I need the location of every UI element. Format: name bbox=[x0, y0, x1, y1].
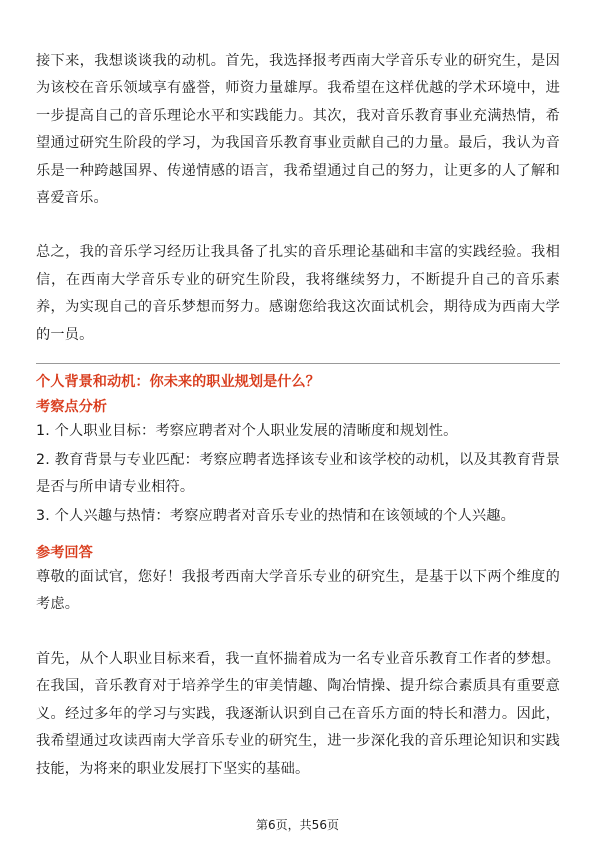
reference-answer-heading: 参考回答 bbox=[36, 545, 93, 562]
question-heading: 个人背景和动机：你未来的职业规划是什么？ bbox=[36, 374, 320, 391]
analysis-item: 3. 个人兴趣与热情：考察应聘者对音乐专业的热情和在该领域的个人兴趣。 bbox=[36, 508, 516, 525]
section-divider bbox=[36, 363, 560, 364]
analysis-item: 1. 个人职业目标：考察应聘者对个人职业发展的清晰度和规划性。 bbox=[36, 423, 458, 440]
paragraph-spacer bbox=[36, 619, 560, 646]
body-paragraph: 总之，我的音乐学习经历让我具备了扎实的音乐理论基础和丰富的实践经验。我相信，在西南大学音乐专业的研究生阶段，我将继续努力，不断提升自己的音乐素养，为实现自己的音乐梦想而努力。感谢您给我这次面试机会，期待成为西南大学的一员。 bbox=[36, 244, 560, 343]
document-page bbox=[36, 48, 560, 783]
reference-paragraph: 尊敬的面试官，您好！我报考西南大学音乐专业的研究生，是基于以下两个维度的考虑。 bbox=[36, 569, 560, 613]
reference-paragraph: 首先，从个人职业目标来看，我一直怀揣着成为一名专业音乐教育工作者的梦想。在我国，音乐教育对于培养学生的审美情趣、陶冶情操、提升综合素质具有重要意义。经过多年的学习与实践，我逐渐认识到自己在音乐方面的特长和潜力。因此，我希望通过攻读西南大学音乐专业的研究生，进一步深化我的音乐理论知识和实践技能，为将来的职业发展打下坚实的基础。 bbox=[36, 650, 560, 777]
analysis-item: 2. 教育背景与专业匹配：考察应聘者选择该专业和该学校的动机，以及其教育背景是否与所申请专业相符。 bbox=[36, 452, 560, 496]
page-number-footer: 第6页，共56页 bbox=[256, 818, 339, 832]
analysis-heading: 考察点分析 bbox=[36, 399, 107, 416]
body-paragraph: 接下来，我想谈谈我的动机。首先，我选择报考西南大学音乐专业的研究生，是因为该校在音乐领域享有盛誉，师资力量雄厚。我希望在这样优越的学术环境中，进一步提高自己的音乐理论水平和实践能力。其次，我对音乐教育事业充满热情，希望通过研究生阶段的学习，为我国音乐教育事业贡献自己的力量。最后，我认为音乐是一种跨越国界、传递情感的语言，我希望通过自己的努力，让更多的人了解和喜爱音乐。 bbox=[36, 53, 560, 207]
paragraph-spacer bbox=[36, 212, 560, 239]
